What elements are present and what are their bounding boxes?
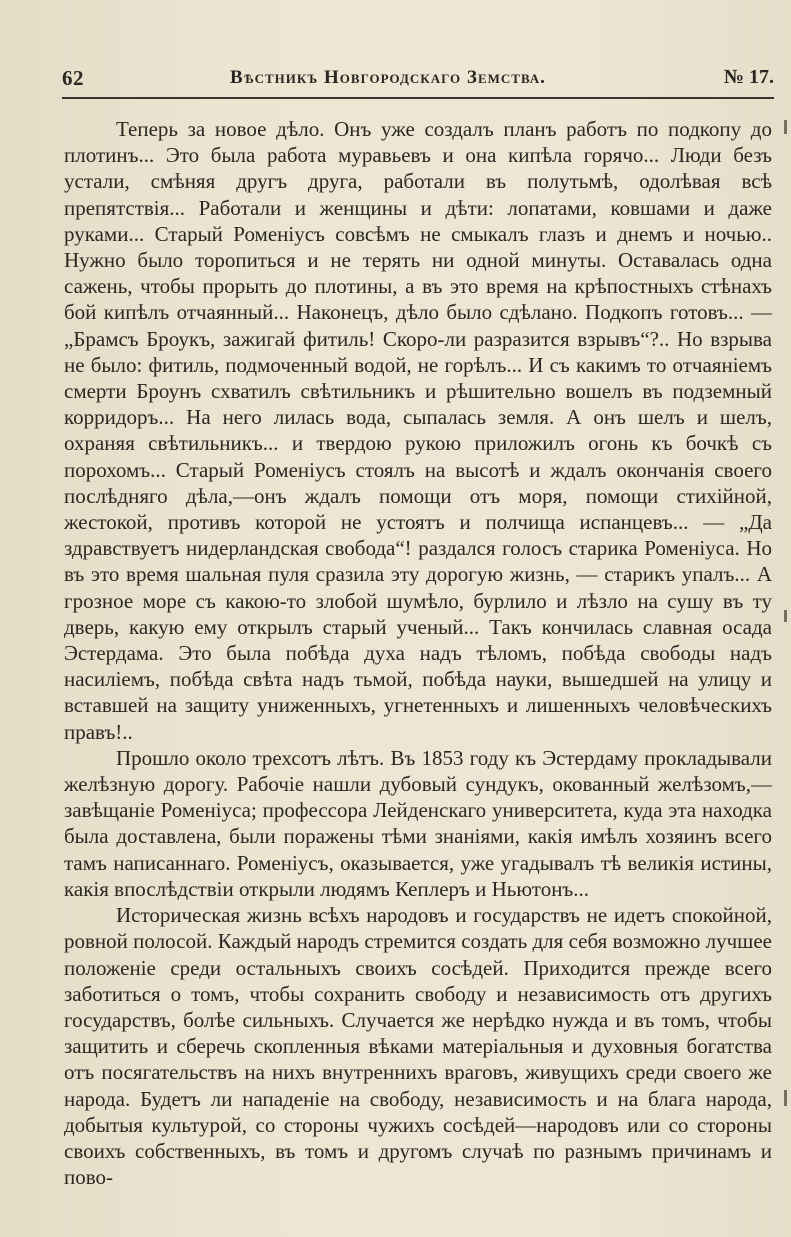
paragraph-three-hundred-years: Прошло около трехсотъ лѣтъ. Въ 1853 году къ Эстердаму прокладывали желѣзную дорогу. Рабочіе нашли дубовый сундукъ, окованный желѣзомъ,—завѣщаніе Роменіуса; профессора Лейденскаго университета, куда эта находка была доставлена, были поражены тѣми знаніями, какія имѣлъ хозяинъ всего тамъ написаннаго. Роменіусъ, оказывается, уже угадывалъ тѣ великія истины, какія впослѣдствіи открыли людямъ Кеплеръ и Ньютонъ...	[64, 745, 772, 901]
issue-number: № 17.	[723, 66, 774, 88]
scan-edge-mark	[784, 1090, 787, 1106]
scan-edge-mark	[784, 610, 787, 622]
running-title: Вѣстникъ Новгородскаго Земства.	[230, 67, 546, 88]
paragraph-siege-ending: Теперь за новое дѣло. Онъ уже создалъ планъ работъ по подкопу до плотинъ... Это была работа муравьевъ и она кипѣла горячо... Люди безъ устали, смѣняя другъ друга, работали въ полутьмѣ, одолѣвая всѣ препятствія... Работали и женщины и дѣти: лопатами, ковшами и даже руками... Старый Роменіусъ совсѣмъ не смыкалъ глазъ и днемъ и ночью.. Нужно было торопиться и не терять ни одной минуты. Оставалась одна сажень, чтобы прорыть до плотины, а въ это время на крѣпостныхъ стѣнахъ бой кипѣлъ отчаянный... Наконецъ, дѣло было сдѣлано. Подкопъ готовъ... — „Брамсъ Броукъ, зажигай фитиль! Скоро-ли разразится взрывъ“?.. Но взрыва не было: фитиль, подмоченный водой, не горѣлъ... И съ какимъ то отчаяніемъ смерти Броунъ схватилъ свѣтильникъ и рѣшительно вошелъ въ подземный корридоръ... На него лилась вода, сыпалась земля. А онъ шелъ и шелъ, охраняя свѣтильникъ... и твердою рукою приложилъ огонь къ бочкѣ съ порохомъ... Старый Роменіусъ стоялъ на высотѣ и ждалъ окончанія своего послѣдняго дѣла,—онъ ждалъ помощи отъ моря, помощи стихійной, жестокой, противъ которой не устоятъ и полчища испанцевъ... — „Да здравствуетъ нидерландская свобода“! раздался голосъ старика Роменіуса. Но въ это время шальная пуля сразила эту дорогую жизнь, — старикъ упалъ... А грозное море съ какою-то злобой шумѣло, бурлило и лѣзло на сушу въ ту дверь, какую ему открылъ старый ученый... Такъ кончилась славная осада Эстердама. Это была побѣда духа надъ тѣломъ, побѣда свободы надъ насиліемъ, побѣда свѣта надъ тьмой, побѣда науки, вышедшей на улицу и вставшей на защиту униженныхъ, угнетенныхъ и лишенныхъ человѣческихъ правъ!..	[64, 117, 772, 744]
paragraph-historical-life: Историческая жизнь всѣхъ народовъ и государствъ не идетъ спокойной, ровной полосой. Каждый народъ стремится создать для себя возможно лучшее положеніе среди остальныхъ своихъ сосѣдей. Приходится прежде всего заботиться о томъ, чтобы сохранить свободу и независимость отъ другихъ государствъ, болѣе сильныхъ. Случается же нерѣдко нужда и въ томъ, чтобы защитить и сберечь скопленныя вѣками матеріальныя и духовныя богатства отъ посягательствъ на нихъ внутреннихъ враговъ, живущихъ среди своего же народа. Будетъ ли нападеніе на свободу, независимость и на блага народа, добытыя культурой, со стороны чужихъ сосѣдей—народовъ или со стороны своихъ собственныхъ, въ томъ и другомъ случаѣ по разнымъ причинамъ и пово-	[64, 903, 772, 1190]
scan-edge-mark	[784, 120, 787, 134]
header-rule	[62, 97, 774, 99]
page-number: 62	[62, 66, 84, 90]
article-body	[64, 116, 772, 1190]
page-header	[62, 66, 774, 96]
